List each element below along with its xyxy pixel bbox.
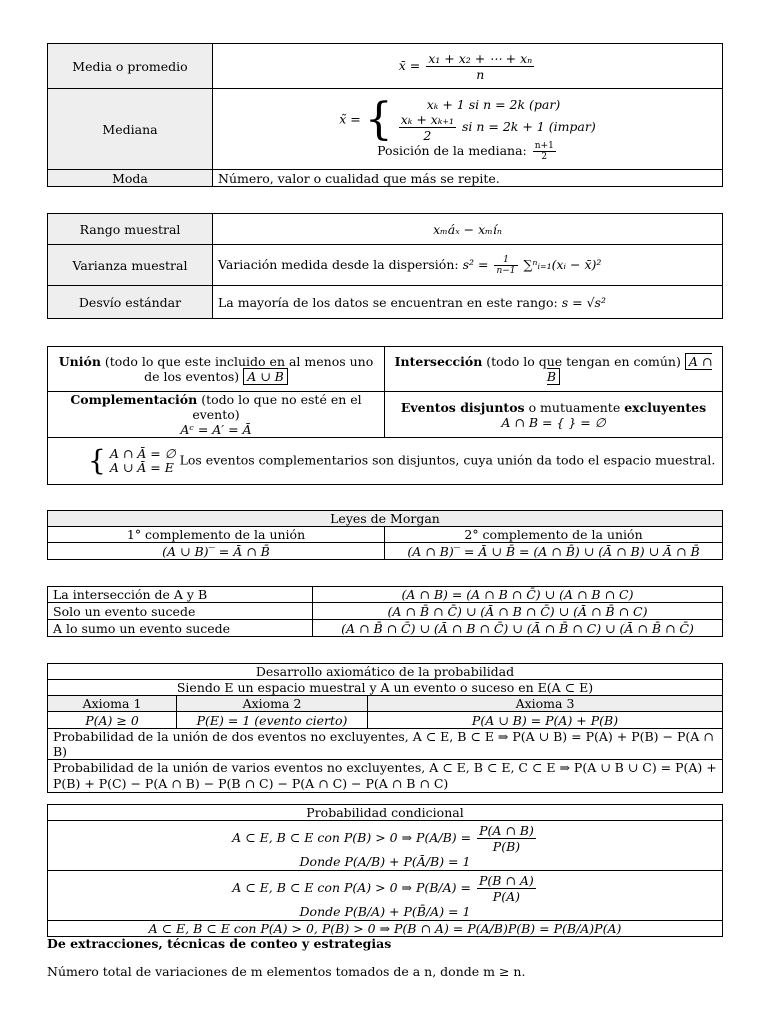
combo-label-1: Solo un evento sucede [48,603,313,620]
union-symbol: A ∪ B [243,368,288,385]
axiom-2-formula: P(E) = 1 (evento cierto) [177,712,368,729]
morgan-col2: 2° complemento de la unión [385,527,723,543]
variations-note: Número total de variaciones de m elementos tomados de a n, donde m ≥ n. [47,964,526,979]
media-label: Media o promedio [48,44,213,89]
combo-formula-1: (A ∩ B̄ ∩ C̄) ∪ (Ā ∩ B ∩ C̄) ∪ (Ā ∩ B̄ ∩ C) [313,603,723,620]
morgan-title: Leyes de Morgan [48,511,723,527]
conditional-table [47,804,723,937]
set-operations-table [47,346,723,485]
union-two-events: Probabilidad de la unión de dos eventos no excluyentes, A ⊂ E, B ⊂ E ⇒ P(A ∪ B) = P(A) + P(B) − P(A ∩ B) [48,729,723,760]
desvio-label: Desvío estándar [48,286,213,319]
axiom-2-header: Axioma 2 [177,696,368,712]
combo-label-2: A lo sumo un evento sucede [48,620,313,637]
axiom-1-formula: P(A) ≥ 0 [48,712,177,729]
rango-formula: xₘáₓ − xₘíₙ [213,214,723,245]
complement-note-cell: { A ∩ Ā = ∅ A ∪ Ā = E Los eventos complementarios son disjuntos, cuya unión da todo el espacio muestral. [48,438,723,485]
section-title: De extracciones, técnicas de conteo y estrategias [47,936,392,951]
mediana-formula: x̃ = { xₖ + 1 si n = 2k (par) $\frac{\text{xₖ + xₖ₊₁}}{2}$ si n = 2k + 1 (impar) Posición de la mediana: $\frac{n+1}{2}$ [213,89,723,170]
combo-formula-0: (A ∩ B) = (A ∩ B ∩ C̄) ∪ (A ∩ B ∩ C) [313,587,723,603]
combo-label-0: La intersección de A y B [48,587,313,603]
disjoint-cell: Eventos disjuntos o mutuamente excluyentes A ∩ B = { } = ∅ [385,392,723,438]
mediana-position-text: Posición de la mediana: [377,142,527,158]
axiom-3-formula: P(A ∪ B) = P(A) + P(B) [368,712,723,729]
mediana-label: Mediana [48,89,213,170]
morgan-col1: 1° complemento de la unión [48,527,385,543]
event-combinations-table [47,586,723,637]
axioms-table [47,663,723,793]
conditional-title: Probabilidad condicional [48,805,723,821]
morgan-table [47,510,723,560]
morgan-formula-1: (A ∪ B)‾ = Ā ∩ B̄ [48,543,385,560]
conditional-product: A ⊂ E, B ⊂ E con P(A) > 0, P(B) > 0 ⇒ P(B ∩ A) = P(A/B)P(B) = P(B/A)P(A) [48,921,723,937]
axiom-1-header: Axioma 1 [48,696,177,712]
axioms-title: Desarrollo axiomático de la probabilidad [48,664,723,680]
intersection-symbol: A ∩ B [546,354,713,384]
union-cell: Unión (todo lo que este incluido en al menos uno de los eventos) A ∪ B [48,347,385,392]
complement-cell: Complementación (todo lo que no esté en el evento) Aᶜ = A′ = Ā [48,392,385,438]
varianza-formula: Variación medida desde la dispersión: s² = $\frac{1}{n-1}$ ∑ⁿᵢ₌₁(xᵢ − x̄)² [213,245,723,286]
moda-label: Moda [48,170,213,187]
rango-label: Rango muestral [48,214,213,245]
morgan-formula-2: (A ∩ B)‾ = Ā ∪ B̄ = (A ∩ B̄) ∪ (Ā ∩ B) ∪ Ā ∩ B̄ [385,543,723,560]
axioms-subtitle: Siendo E un espacio muestral y A un evento o suceso en E(A ⊂ E) [48,680,723,696]
media-formula: x̄ = $\frac{\text{x₁ + x₂ + ⋯ + xₙ}}{n}$ [213,44,723,89]
central-tendency-table [47,43,723,187]
conditional-ba: A ⊂ E, B ⊂ E con P(A) > 0 ⇒ P(B/A) = $\frac{P(B \cap A)}{P(A)}$ Donde P(B/A) + P(B̄/A) = 1 [48,871,723,921]
moda-text: Número, valor o cualidad que más se repite. [213,170,723,187]
union-many-events: Probabilidad de la unión de varios eventos no excluyentes, A ⊂ E, B ⊂ E, C ⊂ E ⇒ P(A ∪ B ∪ C) = P(A) + P(B) + P(C) − P(A ∩ B) − P(B ∩ C) − P(A ∩ C) − P(A ∩ B ∩ C) [48,760,723,793]
varianza-label: Varianza muestral [48,245,213,286]
axiom-3-header: Axioma 3 [368,696,723,712]
combo-formula-2: (A ∩ B̄ ∩ C̄) ∪ (Ā ∩ B ∩ C̄) ∪ (Ā ∩ B̄ ∩ C) ∪ (Ā ∩ B̄ ∩ C̄) [313,620,723,637]
dispersion-table [47,213,723,319]
intersection-cell: Intersección (todo lo que tengan en común) A ∩ B [385,347,723,392]
desvio-formula: La mayoría de los datos se encuentran en este rango: s = √s² [213,286,723,319]
conditional-ab: A ⊂ E, B ⊂ E con P(B) > 0 ⇒ P(A/B) = $\frac{P(A \cap B)}{P(B)}$ Donde P(A/B) + P(Ā/B) = 1 [48,821,723,871]
